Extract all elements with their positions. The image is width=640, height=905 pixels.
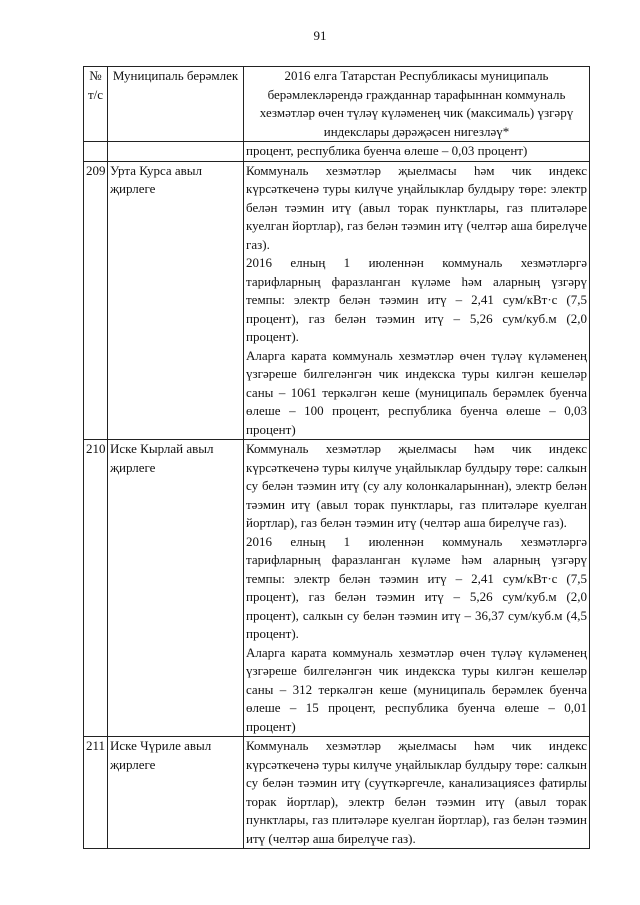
continuation-text: процент, республика буенча өлеше – 0,03 процент) <box>244 142 590 162</box>
table-row <box>84 737 590 849</box>
header-description: 2016 елга Татарстан Республикасы муниципаль берәмлекләрендә гражданнар тарафыннан коммуналь хезмәтләр өчен түләү күләменең чик (максималь) үзгәрү индекслары дәрәҗәсен нигезләү* <box>244 67 590 142</box>
utility-index-table <box>83 66 590 849</box>
row-paragraph: Аларга карата коммуналь хезмәтләр өчен түләү күләменең үзгәреше билгеләнгән чик индекска туры килгән кешеләр саны – 312 теркәлгән кеше (муниципаль берәмлек буенча өлеше – 15 процент, республика буенча өлеше – 0,01 процент) <box>246 644 587 734</box>
row-paragraph: Коммуналь хезмәтләр җыелмасы һәм чик индекс күрсәткеченә туры килүче уңайлыклар булдыру төре: салкын су белән тәэмин итү (суүткәргечле, канализациясез фатирлы торак йортлар), электр белән тәэмин итү (авыл торак пунктлары, газ плитәләре куелган йортлар), газ белән тәэмин итү (челтәр аша бирелүче газ). <box>246 738 587 846</box>
row-municipality: Иске Чүриле авыл җирлеге <box>108 737 244 849</box>
row-paragraph: 2016 елның 1 июленнән коммуналь хезмәтләргә тарифларның фаразланган күләме һәм аларның үзгәрү темпы: электр белән тәэмин итү – 2,41 сум/кВт·с (7,5 процент), газ белән тәэмин итү – 5,26 сум/куб.м (2,0 процент). <box>246 255 587 344</box>
row-number: 210 <box>84 440 108 737</box>
table-row <box>84 161 590 440</box>
row-paragraph: Коммуналь хезмәтләр җыелмасы һәм чик индекс күрсәткеченә туры килүче уңайлыклар булдыру төре: салкын су белән тәэмин итү (су алу колонкаларыннан), электр белән тәэмин итү (авыл торак пунктлары, газ плитәләре куелган йортлар), газ белән тәэмин итү (челтәр аша бирелүче газ). <box>246 441 587 530</box>
row-municipality: Иске Кырлай авыл җирлеге <box>108 440 244 737</box>
header-municipality: Муниципаль берәмлек <box>108 67 244 142</box>
page-number: 91 <box>313 28 327 43</box>
table-row-continuation <box>84 142 590 162</box>
table-header-row <box>84 67 590 142</box>
header-num: № т/с <box>84 67 108 142</box>
row-description <box>244 440 590 737</box>
row-paragraph: Аларга карата коммуналь хезмәтләр өчен түләү күләменең үзгәреше билгеләнгән чик индекска туры килгән кешеләр саны – 1061 теркәлгән кеше (муниципаль берәмлек буенча өлеше – 100 процент, республика буенча өлеше – 0,03 процент) <box>246 347 587 437</box>
row-number: 209 <box>84 161 108 440</box>
row-description <box>244 737 590 849</box>
row-number: 211 <box>84 737 108 849</box>
row-description <box>244 161 590 440</box>
row-paragraph: Коммуналь хезмәтләр җыелмасы һәм чик индекс күрсәткеченә туры килүче уңайлыклар булдыру төре: электр белән тәэмин итү (авыл торак пунктлары, газ плитәләре куелган йортлар), газ белән тәэмин итү (челтәр аша бирелүче газ). <box>246 162 587 252</box>
continuation-num-cell <box>84 142 108 162</box>
row-municipality: Урта Курса авыл җирлеге <box>108 161 244 440</box>
row-paragraph: 2016 елның 1 июленнән коммуналь хезмәтләргә тарифларның фаразланган күләме һәм аларның үзгәрү темпы: электр белән тәэмин итү – 2,41 сум/кВт·с (7,5 процент), газ белән тәэмин итү – 5,26 сум/куб.м (2,0 процент), салкын су белән тәэмин итү – 36,37 сум/куб.м (4,5 процент). <box>246 533 587 641</box>
table-row <box>84 440 590 737</box>
continuation-name-cell <box>108 142 244 162</box>
